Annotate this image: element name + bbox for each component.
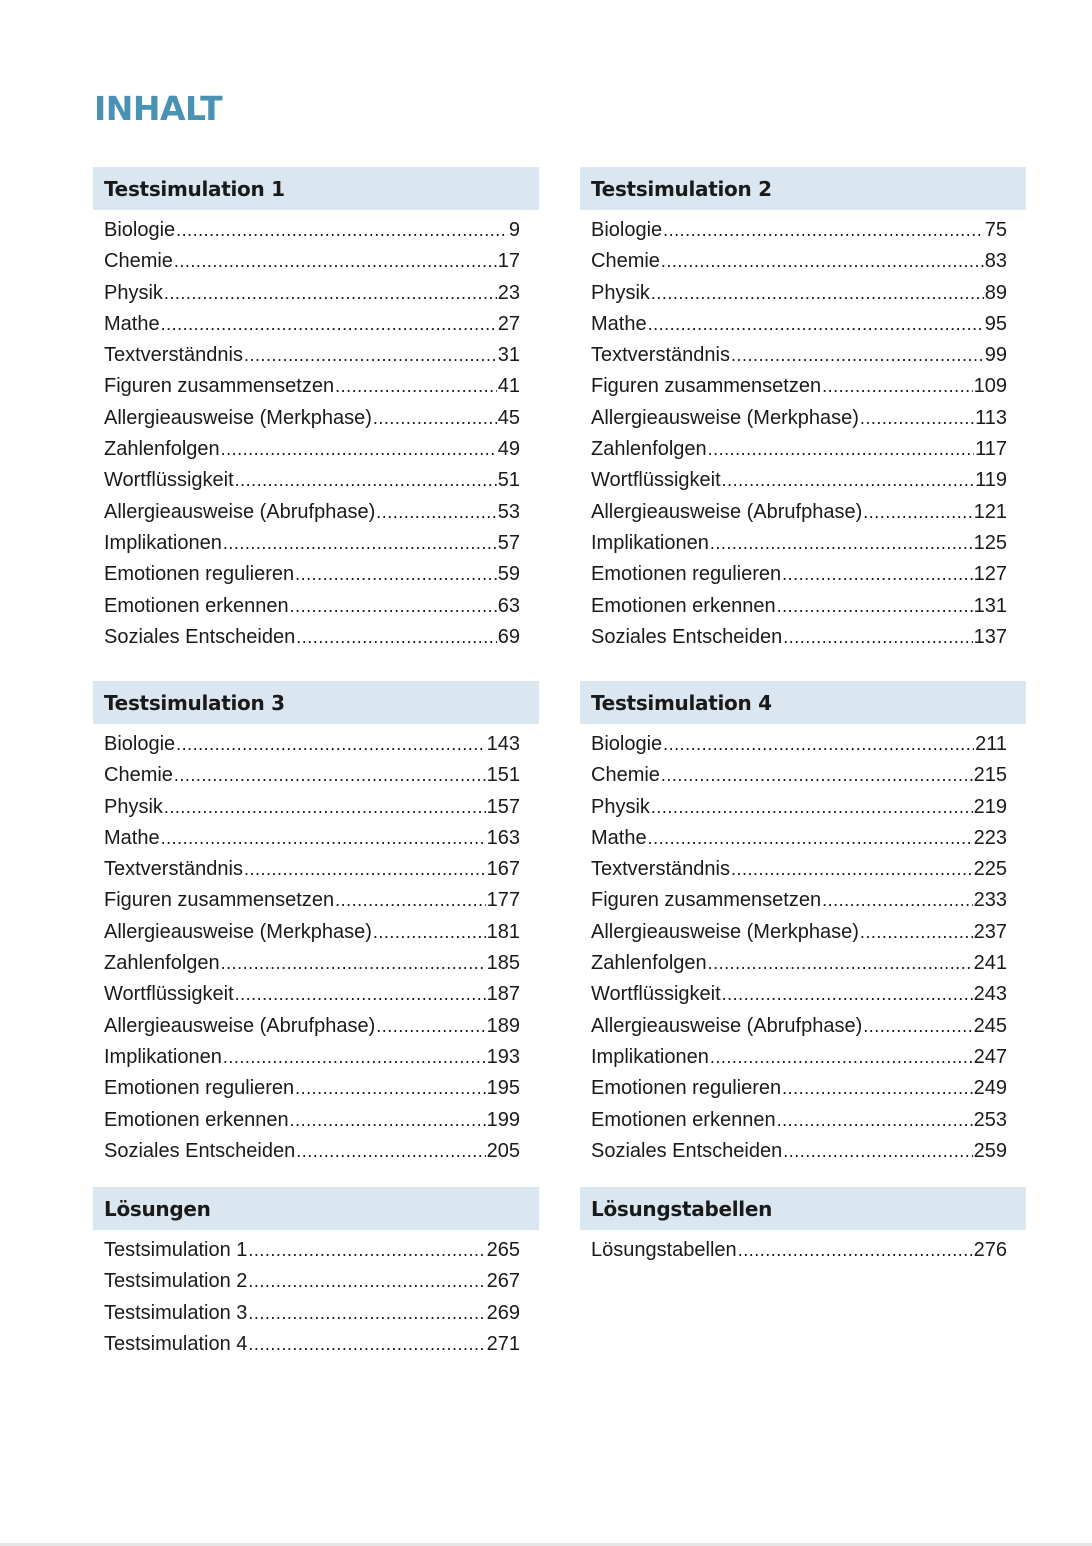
dot-leader — [822, 885, 973, 916]
toc-entry-title: Emotionen erkennen — [104, 1108, 289, 1131]
toc-entry-page-number: 241 — [973, 952, 1007, 975]
toc-entry — [104, 309, 520, 340]
toc-entry-title: Allergieausweise (Merkphase) — [104, 920, 372, 943]
toc-entry-title: Testsimulation 4 — [104, 1332, 248, 1355]
toc-entry-page-number: 59 — [497, 563, 520, 586]
dot-leader — [783, 1136, 972, 1167]
toc-entry-page-number: 223 — [973, 826, 1007, 849]
dot-leader — [860, 917, 973, 948]
dot-leader — [248, 1266, 485, 1297]
toc-entry-page-number: 125 — [973, 531, 1007, 554]
toc-entry — [591, 854, 1007, 885]
toc-entry-page-number: 109 — [973, 375, 1007, 398]
dot-leader — [782, 559, 973, 590]
toc-entry — [104, 729, 520, 760]
toc-entry-title: Zahlenfolgen — [591, 438, 707, 461]
toc-entry — [104, 434, 520, 465]
toc-entry-title: Physik — [104, 281, 163, 304]
toc-entry-title: Figuren zusammensetzen — [591, 375, 822, 398]
toc-entry-title: Soziales Entscheiden — [104, 1139, 296, 1162]
toc-entry-page-number: 95 — [984, 312, 1007, 335]
toc-entry-page-number: 137 — [973, 625, 1007, 648]
toc-entry-page-number: 199 — [486, 1108, 520, 1131]
toc-entry — [591, 885, 1007, 916]
page-title: INHALT — [94, 89, 223, 128]
toc-entry-title: Emotionen regulieren — [591, 1077, 782, 1100]
dot-leader — [296, 622, 497, 653]
toc-entry — [591, 729, 1007, 760]
toc-entry-title: Chemie — [104, 250, 173, 273]
toc-entry-page-number: 127 — [973, 563, 1007, 586]
toc-entry-title: Wortflüssigkeit — [104, 983, 234, 1006]
toc-entry — [104, 215, 520, 246]
toc-entry — [591, 792, 1007, 823]
dot-leader — [335, 371, 497, 402]
toc-entry-page-number: 45 — [497, 406, 520, 429]
toc-entry-title: Textverständnis — [104, 344, 243, 367]
toc-entry — [104, 823, 520, 854]
toc-entry-title: Testsimulation 1 — [104, 1239, 248, 1261]
toc-entry-page-number: 253 — [973, 1108, 1007, 1131]
dot-leader — [174, 246, 497, 277]
section-testsimulation-3 — [93, 681, 539, 1167]
toc-entry-page-number: 163 — [486, 826, 520, 849]
toc-entry — [591, 917, 1007, 948]
toc-entry — [104, 278, 520, 309]
toc-entry-page-number: 23 — [497, 281, 520, 304]
toc-entry — [104, 340, 520, 371]
dot-leader — [710, 1042, 973, 1073]
toc-entry-page-number: 51 — [497, 469, 520, 492]
toc-entry-title: Figuren zusammensetzen — [104, 889, 335, 912]
toc-entry-page-number: 247 — [973, 1045, 1007, 1068]
toc-entry — [591, 1011, 1007, 1042]
section-heading: Testsimulation 2 — [580, 167, 1026, 210]
dot-leader — [722, 979, 973, 1010]
toc-entry — [104, 1266, 520, 1297]
dot-leader — [863, 497, 972, 528]
toc-entry — [591, 823, 1007, 854]
dot-leader — [708, 434, 974, 465]
dot-leader — [648, 309, 984, 340]
toc-entry-page-number: 41 — [497, 375, 520, 398]
toc-entry — [104, 1329, 520, 1360]
toc-entry-title: Mathe — [591, 826, 647, 849]
toc-entry-title: Soziales Entscheiden — [104, 625, 296, 648]
toc-entry — [591, 403, 1007, 434]
toc-entry — [591, 340, 1007, 371]
toc-entry-title: Allergieausweise (Abrufphase) — [104, 500, 376, 523]
dot-leader — [176, 215, 508, 246]
toc-entry-page-number: 9 — [508, 219, 520, 241]
toc-entry — [591, 278, 1007, 309]
toc-entry — [591, 948, 1007, 979]
toc-entry-title: Textverständnis — [104, 858, 243, 881]
toc-list — [93, 215, 539, 653]
dot-leader — [164, 792, 486, 823]
dot-leader — [296, 1136, 485, 1167]
toc-entry-page-number: 53 — [497, 500, 520, 523]
toc-entry-title: Allergieausweise (Abrufphase) — [591, 500, 863, 523]
dot-leader — [777, 591, 973, 622]
toc-entry — [591, 246, 1007, 277]
toc-entry-page-number: 143 — [486, 733, 520, 755]
toc-entry-title: Zahlenfolgen — [104, 952, 220, 975]
toc-entry-page-number: 225 — [973, 858, 1007, 881]
dot-leader — [777, 1105, 973, 1136]
dot-leader — [221, 434, 497, 465]
toc-entry — [104, 792, 520, 823]
dot-leader — [335, 885, 486, 916]
toc-entry-page-number: 189 — [486, 1014, 520, 1037]
dot-leader — [290, 591, 497, 622]
dot-leader — [710, 528, 973, 559]
toc-entry — [591, 371, 1007, 402]
toc-entry — [104, 854, 520, 885]
toc-entry-title: Implikationen — [104, 1045, 222, 1068]
toc-entry-title: Mathe — [591, 312, 647, 335]
dot-leader — [244, 854, 486, 885]
dot-leader — [663, 729, 974, 760]
toc-entry — [591, 434, 1007, 465]
toc-entry — [591, 1105, 1007, 1136]
dot-leader — [663, 215, 984, 246]
toc-entry-page-number: 151 — [486, 764, 520, 787]
toc-entry — [591, 309, 1007, 340]
dot-leader — [783, 622, 972, 653]
dot-leader — [223, 528, 497, 559]
toc-entry-title: Implikationen — [104, 531, 222, 554]
toc-entry-page-number: 187 — [486, 983, 520, 1006]
dot-leader — [376, 1011, 485, 1042]
toc-entry-page-number: 75 — [984, 219, 1007, 241]
dot-leader — [738, 1235, 973, 1266]
toc-entry-page-number: 265 — [486, 1239, 520, 1261]
toc-entry-page-number: 157 — [486, 795, 520, 818]
dot-leader — [248, 1329, 485, 1360]
toc-entry-title: Textverständnis — [591, 858, 730, 881]
toc-entry-title: Allergieausweise (Merkphase) — [591, 406, 859, 429]
toc-entry — [591, 979, 1007, 1010]
section-testsimulation-2 — [580, 167, 1026, 653]
dot-leader — [651, 278, 984, 309]
section-heading: Testsimulation 3 — [93, 681, 539, 724]
dot-leader — [290, 1105, 486, 1136]
toc-entry — [104, 559, 520, 590]
toc-entry-title: Textverständnis — [591, 344, 730, 367]
dot-leader — [863, 1011, 972, 1042]
dot-leader — [661, 246, 984, 277]
dot-leader — [651, 792, 973, 823]
toc-entry-page-number: 167 — [486, 858, 520, 881]
toc-entry — [591, 559, 1007, 590]
dot-leader — [235, 979, 486, 1010]
toc-entry — [104, 591, 520, 622]
toc-entry-page-number: 276 — [973, 1239, 1007, 1261]
toc-entry-title: Mathe — [104, 312, 160, 335]
toc-entry-title: Mathe — [104, 826, 160, 849]
toc-entry-title: Emotionen regulieren — [104, 563, 295, 586]
dot-leader — [860, 403, 974, 434]
toc-entry-title: Wortflüssigkeit — [591, 983, 721, 1006]
dot-leader — [223, 1042, 486, 1073]
toc-entry — [591, 1073, 1007, 1104]
toc-entry-page-number: 193 — [486, 1045, 520, 1068]
toc-entry — [591, 760, 1007, 791]
toc-entry — [104, 1073, 520, 1104]
toc-entry — [104, 948, 520, 979]
dot-leader — [161, 309, 497, 340]
toc-entry-title: Biologie — [591, 733, 663, 755]
toc-entry — [104, 528, 520, 559]
toc-entry-title: Emotionen regulieren — [591, 563, 782, 586]
section-heading: Testsimulation 1 — [93, 167, 539, 210]
toc-entry-page-number: 131 — [973, 594, 1007, 617]
toc-entry-title: Chemie — [591, 764, 660, 787]
dot-leader — [708, 948, 973, 979]
toc-entry-title: Chemie — [591, 250, 660, 273]
toc-entry-page-number: 243 — [973, 983, 1007, 1006]
toc-entry-page-number: 205 — [486, 1139, 520, 1162]
toc-entry — [104, 979, 520, 1010]
section-heading: Testsimulation 4 — [580, 681, 1026, 724]
toc-entry-title: Emotionen erkennen — [104, 594, 289, 617]
toc-entry-title: Chemie — [104, 764, 173, 787]
toc-entry-page-number: 267 — [486, 1270, 520, 1293]
toc-entry-page-number: 185 — [486, 952, 520, 975]
section-loesungen — [93, 1187, 539, 1360]
dot-leader — [244, 340, 497, 371]
toc-entry-title: Emotionen erkennen — [591, 594, 776, 617]
toc-entry-page-number: 181 — [486, 920, 520, 943]
toc-entry-title: Implikationen — [591, 1045, 709, 1068]
toc-entry-page-number: 113 — [975, 406, 1007, 429]
section-heading: Lösungstabellen — [580, 1187, 1026, 1230]
toc-entry-page-number: 237 — [973, 920, 1007, 943]
toc-entry — [104, 1235, 520, 1266]
toc-entry — [104, 1011, 520, 1042]
section-heading: Lösungen — [93, 1187, 539, 1230]
toc-entry-title: Physik — [591, 281, 650, 304]
dot-leader — [176, 729, 485, 760]
toc-entry-page-number: 177 — [486, 889, 520, 912]
toc-entry-title: Soziales Entscheiden — [591, 1139, 783, 1162]
toc-entry — [104, 371, 520, 402]
toc-list — [580, 1235, 1026, 1266]
toc-entry — [104, 622, 520, 653]
toc-entry-page-number: 83 — [984, 250, 1007, 273]
dot-leader — [731, 854, 973, 885]
toc-entry-page-number: 17 — [497, 250, 520, 273]
toc-entry-title: Wortflüssigkeit — [591, 469, 721, 492]
toc-entry-page-number: 31 — [497, 344, 520, 367]
toc-entry-title: Wortflüssigkeit — [104, 469, 234, 492]
dot-leader — [373, 403, 497, 434]
toc-entry-page-number: 269 — [486, 1301, 520, 1324]
dot-leader — [373, 917, 486, 948]
toc-entry-title: Biologie — [104, 219, 176, 241]
toc-entry — [104, 1105, 520, 1136]
toc-entry-page-number: 249 — [973, 1077, 1007, 1100]
toc-entry-page-number: 117 — [975, 438, 1007, 461]
toc-entry — [104, 465, 520, 496]
toc-entry — [591, 528, 1007, 559]
toc-entry-title: Biologie — [104, 733, 176, 755]
toc-entry — [591, 1235, 1007, 1266]
toc-entry — [104, 885, 520, 916]
toc-entry — [104, 246, 520, 277]
toc-entry — [104, 1042, 520, 1073]
toc-entry-title: Emotionen regulieren — [104, 1077, 295, 1100]
dot-leader — [235, 465, 497, 496]
toc-entry-title: Biologie — [591, 219, 663, 241]
dot-leader — [295, 559, 497, 590]
dot-leader — [722, 465, 974, 496]
toc-entry-page-number: 49 — [497, 438, 520, 461]
toc-entry — [104, 497, 520, 528]
toc-list — [93, 1235, 539, 1360]
toc-entry — [104, 1136, 520, 1167]
toc-entry — [104, 1298, 520, 1329]
toc-entry — [591, 465, 1007, 496]
toc-list — [580, 215, 1026, 653]
toc-entry-page-number: 271 — [486, 1332, 520, 1355]
toc-entry-page-number: 89 — [984, 281, 1007, 304]
toc-list — [580, 729, 1026, 1167]
toc-entry-title: Figuren zusammensetzen — [591, 889, 822, 912]
dot-leader — [248, 1298, 485, 1329]
toc-entry-title: Implikationen — [591, 531, 709, 554]
toc-entry-page-number: 57 — [497, 531, 520, 554]
section-testsimulation-1 — [93, 167, 539, 653]
toc-entry-page-number: 211 — [975, 733, 1007, 755]
dot-leader — [221, 948, 486, 979]
dot-leader — [661, 760, 973, 791]
toc-entry-page-number: 215 — [973, 764, 1007, 787]
dot-leader — [295, 1073, 486, 1104]
toc-entry-title: Figuren zusammensetzen — [104, 375, 335, 398]
toc-entry-page-number: 27 — [497, 312, 520, 335]
toc-entry — [591, 591, 1007, 622]
toc-entry — [591, 622, 1007, 653]
dot-leader — [731, 340, 984, 371]
dot-leader — [822, 371, 973, 402]
toc-entry — [104, 403, 520, 434]
dot-leader — [376, 497, 497, 528]
toc-list — [93, 729, 539, 1167]
dot-leader — [248, 1235, 485, 1266]
toc-entry-page-number: 119 — [975, 469, 1007, 492]
toc-entry-page-number: 69 — [497, 625, 520, 648]
toc-entry — [591, 215, 1007, 246]
toc-entry-page-number: 99 — [984, 344, 1007, 367]
toc-entry-page-number: 195 — [486, 1077, 520, 1100]
toc-entry — [591, 1042, 1007, 1073]
toc-entry-title: Zahlenfolgen — [104, 438, 220, 461]
section-testsimulation-4 — [580, 681, 1026, 1167]
toc-entry — [104, 917, 520, 948]
section-loesungstabellen — [580, 1187, 1026, 1266]
toc-entry-title: Physik — [591, 795, 650, 818]
toc-entry-page-number: 259 — [973, 1139, 1007, 1162]
toc-entry-title: Lösungstabellen — [591, 1239, 737, 1261]
toc-entry-page-number: 219 — [973, 795, 1007, 818]
toc-entry-title: Emotionen erkennen — [591, 1108, 776, 1131]
toc-entry-page-number: 245 — [973, 1014, 1007, 1037]
toc-entry-title: Allergieausweise (Merkphase) — [104, 406, 372, 429]
toc-entry — [104, 760, 520, 791]
toc-entry-title: Testsimulation 2 — [104, 1270, 248, 1293]
toc-entry-title: Zahlenfolgen — [591, 952, 707, 975]
toc-entry-title: Allergieausweise (Abrufphase) — [591, 1014, 863, 1037]
dot-leader — [782, 1073, 973, 1104]
toc-entry-page-number: 233 — [973, 889, 1007, 912]
toc-entry-title: Soziales Entscheiden — [591, 625, 783, 648]
toc-entry — [591, 1136, 1007, 1167]
dot-leader — [164, 278, 497, 309]
toc-entry-title: Allergieausweise (Abrufphase) — [104, 1014, 376, 1037]
dot-leader — [174, 760, 486, 791]
toc-entry-title: Testsimulation 3 — [104, 1301, 248, 1324]
toc-entry-title: Allergieausweise (Merkphase) — [591, 920, 859, 943]
toc-entry-page-number: 63 — [497, 594, 520, 617]
toc-entry-title: Physik — [104, 795, 163, 818]
toc-entry-page-number: 121 — [973, 500, 1007, 523]
dot-leader — [161, 823, 486, 854]
dot-leader — [648, 823, 973, 854]
toc-entry — [591, 497, 1007, 528]
